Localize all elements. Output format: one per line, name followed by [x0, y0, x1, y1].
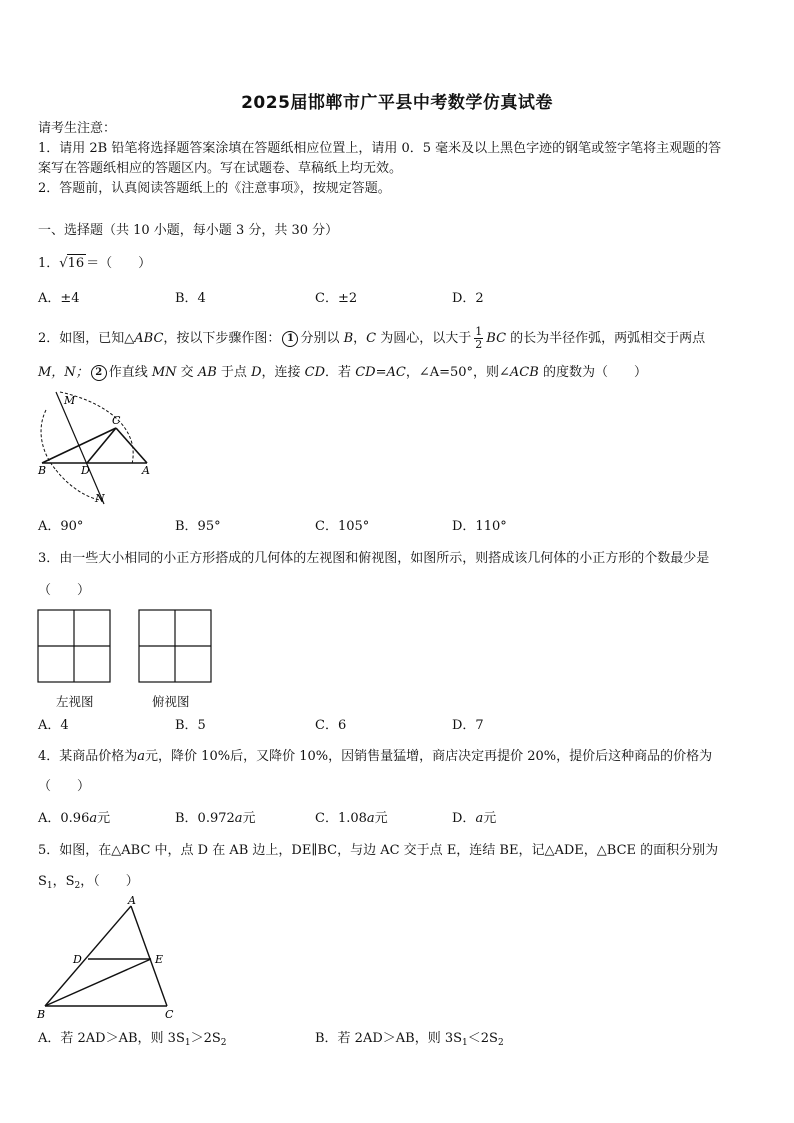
- q2-text: 作直线: [108, 365, 148, 380]
- question-2-line-2: [38, 364, 647, 382]
- notice-item-1: 1．请用 2B 铅笔将选择题答案涂填在答题纸相应位置上，请用 0．5 毫米及以上黑色字迹的钢笔或签字笔将主观题的答: [38, 141, 722, 156]
- label-d: D: [81, 464, 90, 477]
- q1-option-a[interactable]: A．±4: [38, 291, 80, 306]
- q2-text: 于点: [220, 365, 247, 380]
- caption-left-view: 左视图: [56, 694, 94, 709]
- option-var-a: a: [366, 811, 375, 826]
- q5-triangle-figure: [34, 894, 184, 1022]
- option-unit: 元: [242, 811, 256, 826]
- q2-var-d: D: [251, 365, 262, 380]
- q2-text: 2．如图，已知△: [38, 331, 135, 346]
- q2-var-c: C: [366, 331, 377, 346]
- label-c: C: [112, 414, 121, 427]
- option-text: A．0.96: [38, 811, 90, 826]
- subscript: 2: [220, 1038, 227, 1048]
- question-1: [38, 254, 151, 273]
- q2-text: 分别以: [300, 331, 340, 346]
- q4-option-d[interactable]: [452, 810, 496, 828]
- segment-cd: [87, 428, 116, 463]
- label-a: A: [128, 894, 136, 907]
- question-2-line-1: [38, 326, 705, 351]
- fraction-denominator: 2: [475, 338, 483, 351]
- sqrt-sign: √: [59, 256, 68, 271]
- label-b: B: [38, 464, 47, 477]
- subscript: 1: [184, 1038, 191, 1048]
- subscript: 2: [497, 1038, 504, 1048]
- q4-option-a[interactable]: [38, 810, 110, 828]
- q2-var-b: B: [343, 331, 354, 346]
- subscript: 1: [462, 1038, 468, 1048]
- q3-option-c[interactable]: C．6: [315, 718, 347, 733]
- option-text: C．1.08: [315, 811, 367, 826]
- circled-number-1: 1: [282, 331, 298, 347]
- option-unit: 元: [97, 811, 111, 826]
- label-a: A: [142, 464, 150, 477]
- section-heading: 一、选择题（共 10 小题，每小题 3 分，共 30 分）: [38, 223, 339, 238]
- q2-var-cd: CD: [304, 365, 326, 380]
- q1-number: 1．: [38, 256, 60, 271]
- q4-text: 4．某商品价格为: [38, 749, 138, 764]
- q2-text: ．若: [325, 365, 352, 380]
- q2-option-c[interactable]: C．105°: [315, 519, 370, 534]
- q4-option-b[interactable]: [175, 810, 256, 828]
- line-mn: [56, 392, 104, 504]
- option-text: D．: [452, 811, 476, 826]
- option-text: ＜2S: [467, 1031, 498, 1046]
- q2-var-abc: ABC: [134, 331, 164, 346]
- option-unit: 元: [483, 811, 497, 826]
- q3-option-d[interactable]: D．7: [452, 718, 484, 733]
- q2-option-b[interactable]: B．95°: [175, 519, 221, 534]
- subscript: 2: [74, 881, 81, 891]
- q2-var-cd-ac: CD=AC: [355, 365, 406, 380]
- q2-text: ，按以下步骤作图：: [163, 331, 281, 346]
- q1-option-b[interactable]: B．4: [175, 291, 206, 306]
- label-d: D: [73, 953, 82, 966]
- q2-text: ，连接: [261, 365, 301, 380]
- notice-item-2: 2．答题前，认真阅读答题纸上的《注意事项》，按规定答题。: [38, 181, 391, 196]
- option-text: A．若 2AD＞AB，则 3S: [38, 1031, 185, 1046]
- q3-option-b[interactable]: B．5: [175, 718, 206, 733]
- q1-tail: ＝（ ）: [86, 256, 152, 271]
- notice-heading: 请考生注意：: [38, 121, 117, 136]
- question-3-line-1: 3．由一些大小相同的小正方形搭成的几何体的左视图和俯视图，如图所示，则搭成该几何体的小正方形的个数最少是: [38, 551, 710, 566]
- q5-text: S: [38, 874, 47, 889]
- q5-text: ，（ ）: [80, 874, 139, 889]
- notice-item-1-cont: 案写在答题纸相应的答题区内。写在试题卷、草稿纸上均无效。: [38, 161, 403, 176]
- q2-var-mn: MN: [151, 365, 177, 380]
- question-5-line-2: [38, 873, 139, 895]
- option-text: ＞2S: [190, 1031, 221, 1046]
- q2-var-bc: BC: [486, 331, 507, 346]
- q3-option-a[interactable]: A．4: [38, 718, 69, 733]
- option-text: B．若 2AD＞AB，则 3S: [315, 1031, 463, 1046]
- q2-text: ，: [353, 331, 367, 346]
- top-view-grid: [138, 609, 214, 685]
- q4-var-a: a: [137, 749, 146, 764]
- label-c: C: [165, 1008, 174, 1021]
- page-title: 2025届邯郸市广平县中考数学仿真试卷: [241, 93, 553, 113]
- label-m: M: [64, 394, 76, 407]
- q2-text: ，∠A=50°，则∠: [405, 365, 510, 380]
- arc-lower: [56, 470, 100, 500]
- q2-text: 的长为半径作弧，两弧相交于两点: [510, 331, 706, 346]
- q5-option-a[interactable]: [38, 1030, 227, 1052]
- caption-top-view: 俯视图: [152, 694, 190, 709]
- question-4-line-2: （ ）: [38, 779, 91, 794]
- q2-option-a[interactable]: A．90°: [38, 519, 84, 534]
- subscript: 1: [46, 881, 53, 891]
- segment-be: [45, 959, 151, 1006]
- q5-text: ，S: [52, 874, 75, 889]
- q2-option-d[interactable]: D．110°: [452, 519, 507, 534]
- segment-bc: [42, 428, 116, 463]
- option-var-a: a: [475, 811, 484, 826]
- question-4-line-1: [38, 748, 712, 766]
- question-3-line-2: （ ）: [38, 583, 91, 598]
- q1-option-c[interactable]: C．±2: [315, 291, 358, 306]
- q2-var-ab: AB: [197, 365, 217, 380]
- option-unit: 元: [374, 811, 388, 826]
- fraction-one-half: [474, 326, 483, 351]
- q4-text: 元，降价 10%后，又降价 10%，因销售量猛增，商店决定再提价 20%，提价后这种商品的价格为: [145, 749, 713, 764]
- fraction-numerator: 1: [475, 325, 483, 338]
- label-e: E: [155, 953, 164, 966]
- label-b: B: [37, 1008, 46, 1021]
- q2-var-mn-points: M，N；: [38, 365, 89, 380]
- segment-ca: [116, 428, 147, 463]
- option-var-a: a: [234, 811, 243, 826]
- label-n: N: [95, 492, 105, 505]
- q2-var-acb: ACB: [509, 365, 539, 380]
- left-view-grid: [37, 609, 113, 685]
- circled-number-2: 2: [91, 365, 107, 381]
- option-var-a: a: [89, 811, 98, 826]
- q1-option-d[interactable]: D．2: [452, 291, 484, 306]
- q2-text: 为圆心，以大于: [380, 331, 472, 346]
- option-text: B．0.972: [175, 811, 235, 826]
- q2-construction-figure: [34, 390, 164, 508]
- q4-option-c[interactable]: [315, 810, 388, 828]
- question-5-line-1: 5．如图，在△ABC 中，点 D 在 AB 边上，DE∥BC，与边 AC 交于点 E，连结 BE，记△ADE，△BCE 的面积分别为: [38, 843, 719, 858]
- q2-text: 交: [180, 365, 194, 380]
- q1-radicand: 16: [67, 256, 85, 271]
- segment-ab: [45, 906, 131, 1006]
- arc-upper: [41, 410, 56, 470]
- q2-text: 的度数为（ ）: [542, 365, 647, 380]
- q5-option-b[interactable]: [315, 1030, 504, 1052]
